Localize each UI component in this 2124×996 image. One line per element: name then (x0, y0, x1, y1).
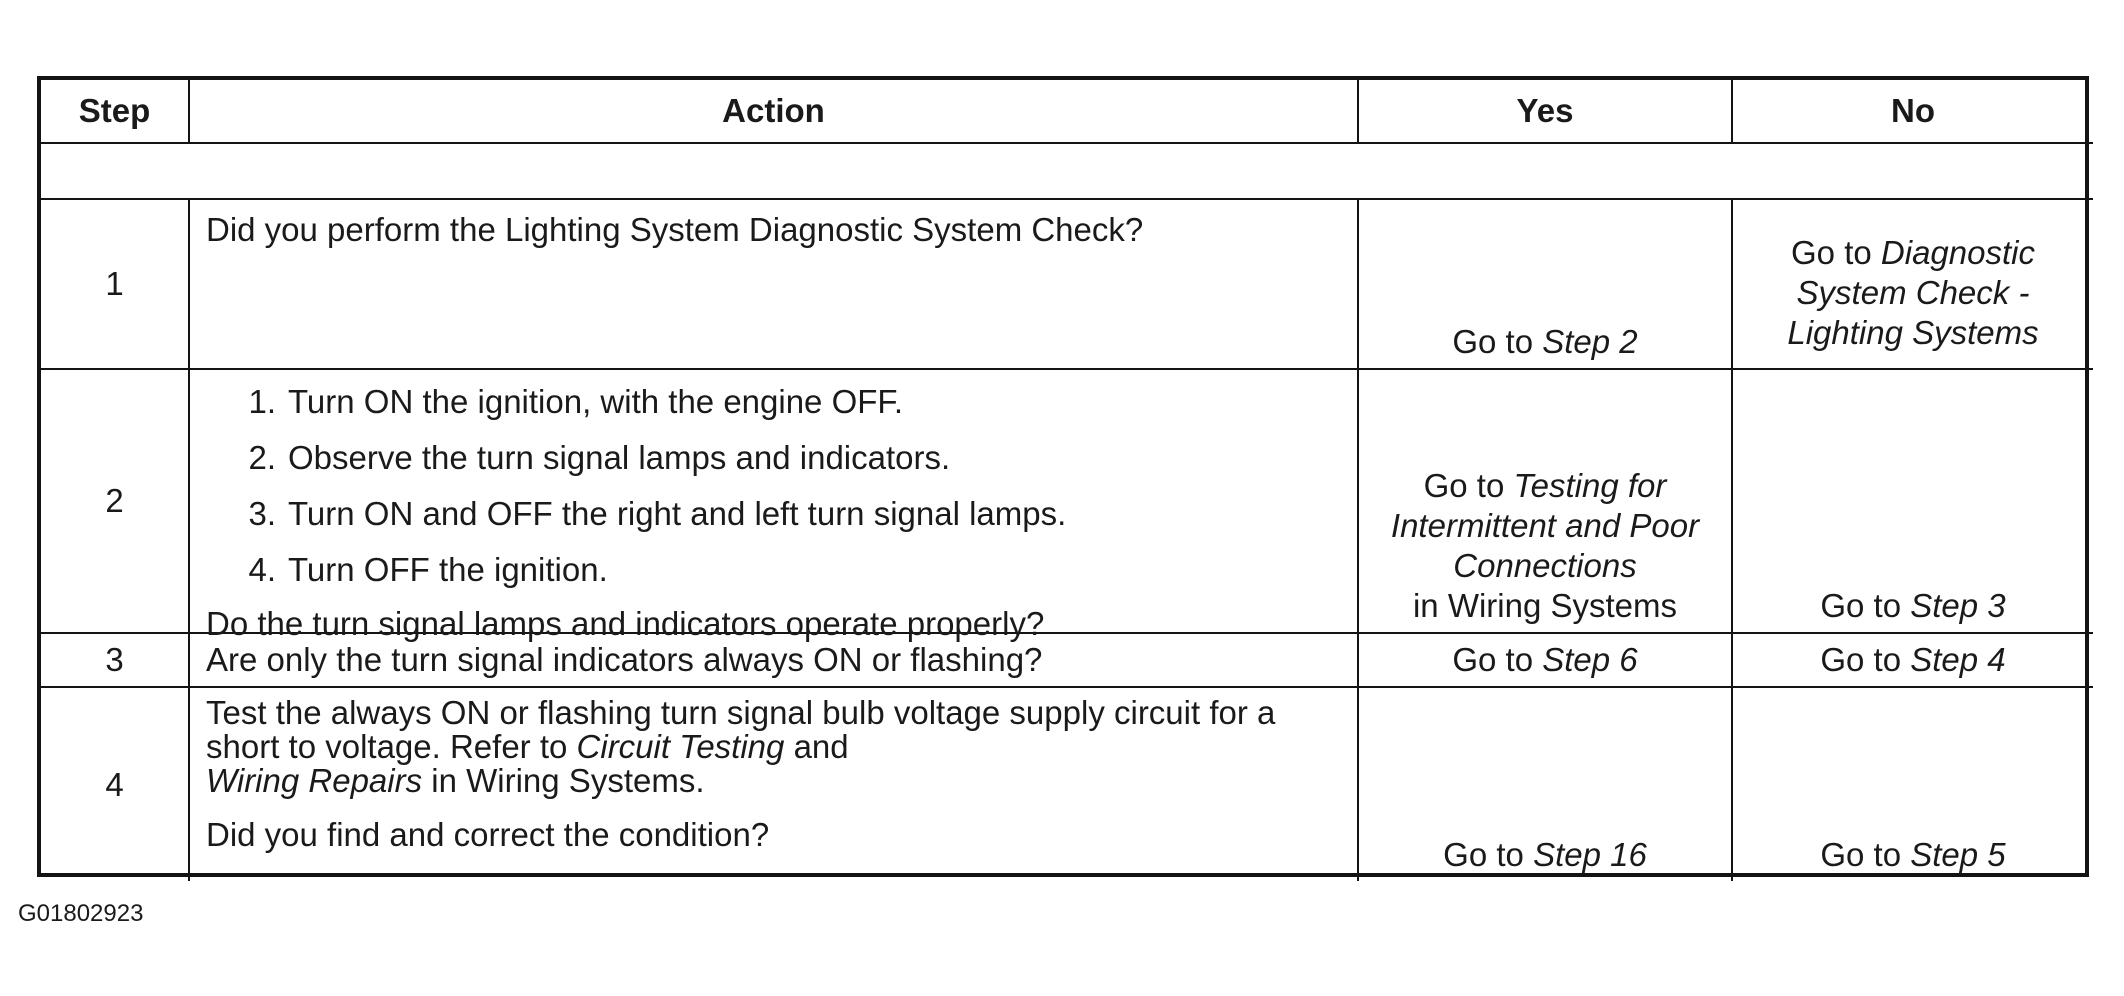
no-text: Go to Step 5 (1820, 836, 2006, 873)
header-no: No (1733, 80, 2093, 144)
no-text: Go to Step 4 (1820, 641, 2006, 678)
step-reference[interactable]: Step 5 (1910, 836, 2006, 873)
step-number: 2 (41, 370, 190, 634)
yes-cell (1359, 200, 1733, 370)
list-item: 1. Turn ON the ignition, with the engine OFF. (248, 383, 904, 420)
yes-text: Go to Step 6 (1452, 641, 1638, 678)
header-action: Action (190, 80, 1359, 144)
step-number: 4 (41, 688, 190, 881)
step-reference[interactable]: Step 4 (1910, 641, 2006, 678)
step-reference[interactable]: Step 2 (1542, 323, 1638, 360)
yes-cell (1359, 370, 1733, 634)
action-cell (190, 370, 1359, 642)
header-yes: Yes (1359, 80, 1733, 144)
no-cell (1733, 688, 2093, 881)
action-question: Do the turn signal lamps and indicators operate properly? (206, 605, 1045, 642)
blank-row (41, 144, 2093, 200)
step-number: 3 (41, 634, 190, 688)
step-number: 1 (41, 200, 190, 370)
yes-cell (1359, 688, 1733, 881)
action-question: Did you find and correct the condition? (206, 816, 770, 853)
list-item: 2. Observe the turn signal lamps and indicators. (248, 439, 951, 476)
no-cell (1733, 634, 2093, 688)
no-cell (1733, 370, 2093, 634)
step-reference[interactable]: Step 16 (1533, 836, 1647, 873)
procedure-list (206, 374, 1341, 598)
section-reference[interactable]: Diagnostic System Check - Lighting Systems (1787, 234, 2039, 351)
header-step: Step (41, 80, 190, 144)
action-question: Did you perform the Lighting System Diagnostic System Check? (206, 211, 1144, 248)
figure-id: G01802923 (18, 900, 144, 927)
yes-text: Go to Testing for Intermittent and Poor Connections in Wiring Systems (1390, 467, 1700, 624)
no-text: Go to Diagnostic System Check - Lighting Systems (1787, 234, 2039, 351)
action-cell (190, 200, 1359, 370)
section-reference[interactable]: Testing for Intermittent and Poor Connections (1390, 467, 1700, 584)
yes-text: Go to Step 16 (1443, 836, 1647, 873)
action-instruction: Test the always ON or flashing turn signal bulb voltage supply circuit for a short to voltage. Refer to Circuit Testing and Wiring Repairs in Wiring Systems. (206, 694, 1276, 799)
step-reference[interactable]: Step 3 (1910, 587, 2006, 624)
action-question: Are only the turn signal indicators always ON or flashing? (206, 641, 1043, 678)
yes-text: Go to Step 2 (1452, 323, 1638, 360)
section-reference[interactable]: Circuit Testing (576, 728, 785, 765)
step-reference[interactable]: Step 6 (1542, 641, 1638, 678)
action-cell (190, 634, 1359, 688)
no-cell (1733, 200, 2093, 370)
list-item: 4. Turn OFF the ignition. (248, 551, 608, 588)
list-item: 3. Turn ON and OFF the right and left turn signal lamps. (248, 495, 1067, 532)
yes-cell (1359, 634, 1733, 688)
section-reference[interactable]: Wiring Repairs (206, 762, 423, 799)
diagnostic-table (37, 76, 2089, 877)
no-text: Go to Step 3 (1820, 587, 2006, 624)
action-cell (190, 688, 1359, 881)
